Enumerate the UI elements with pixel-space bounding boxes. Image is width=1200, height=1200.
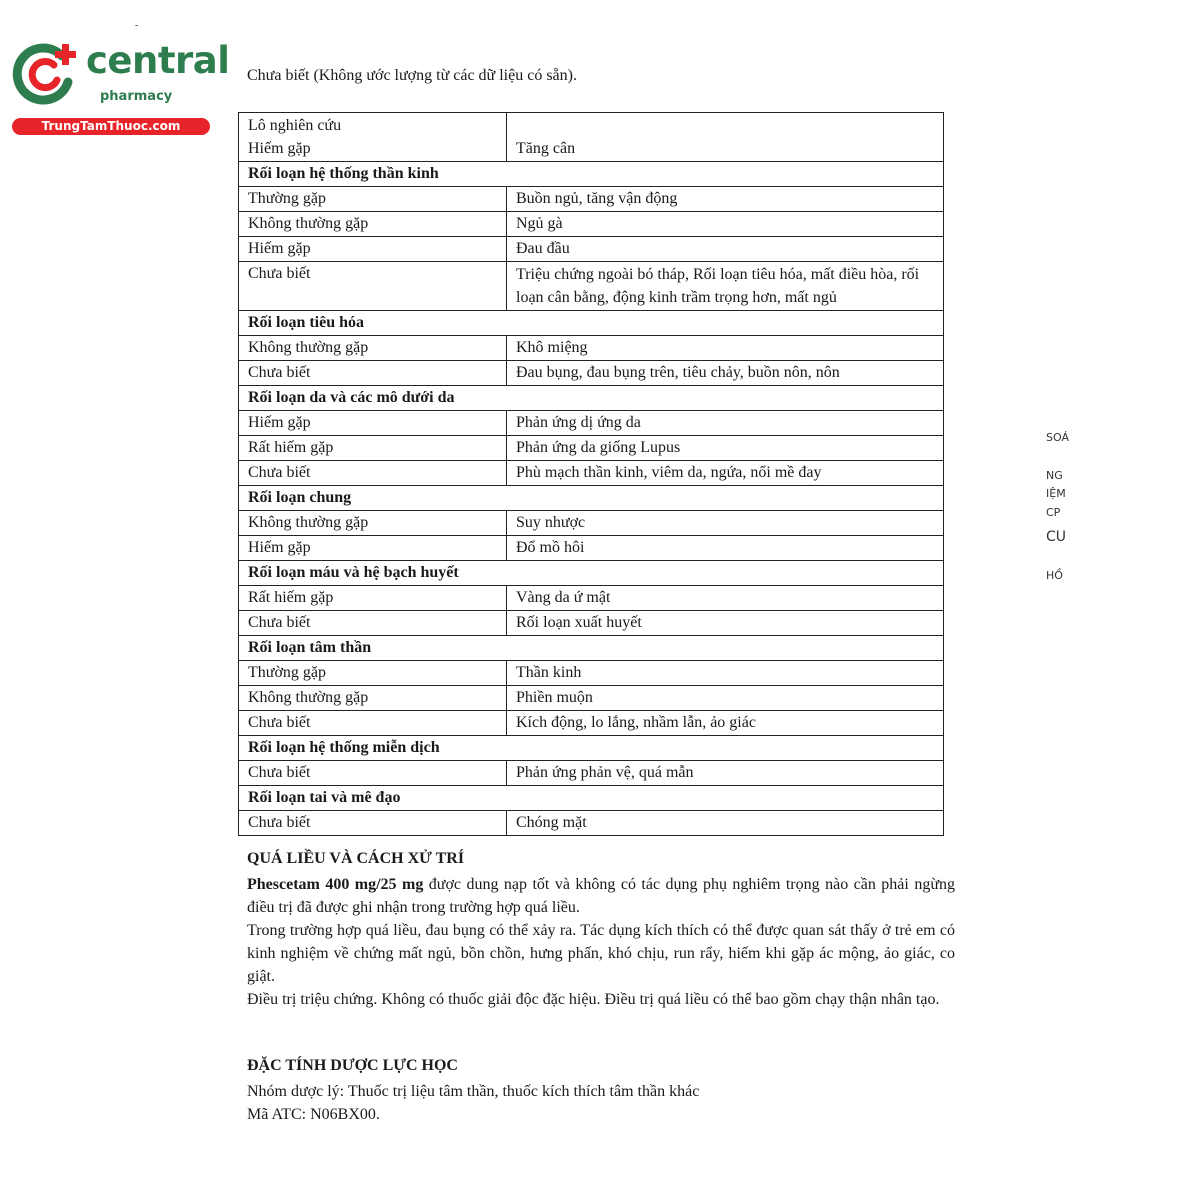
frequency-cell: Hiếm gặp xyxy=(239,237,507,262)
side-fragment: SOÁ xyxy=(1046,431,1069,444)
intro-text: Chưa biết (Không ước lượng từ các dữ liệu có sẵn). xyxy=(247,67,577,84)
section-header-row xyxy=(239,736,944,761)
frequency-cell: Hiếm gặp xyxy=(239,536,507,561)
logo-subtitle: pharmacy xyxy=(100,89,173,104)
section-title: Rối loạn tâm thần xyxy=(239,636,944,661)
table-cell-left xyxy=(239,113,507,162)
overdose-p1-text: được dung nạp tốt và không có tác dụng phụ nghiêm trọng nào cần phải ngừng điều trị đã được ghi nhận trong trường hợp quá liều. xyxy=(247,876,955,916)
effect-cell: Triệu chứng ngoài bó tháp, Rối loạn tiêu hóa, mất điều hòa, rối loạn cân bằng, động kinh trầm trọng hơn, mất ngủ xyxy=(507,262,944,311)
section-title: Rối loạn hệ thống thần kinh xyxy=(239,162,944,187)
side-fragment: CP xyxy=(1046,506,1061,519)
frequency-cell: Chưa biết xyxy=(239,611,507,636)
pharmacodynamics-heading: ĐẶC TÍNH DƯỢC LỰC HỌC xyxy=(247,1057,458,1074)
section-header-row xyxy=(239,311,944,336)
section-title: Rối loạn máu và hệ bạch huyết xyxy=(239,561,944,586)
table-row xyxy=(239,187,944,212)
effect-cell: Kích động, lo lắng, nhầm lẫn, ảo giác xyxy=(507,711,944,736)
section-title: Rối loạn da và các mô dưới da xyxy=(239,386,944,411)
section-header-row xyxy=(239,162,944,187)
section-header-row xyxy=(239,786,944,811)
effect-cell: Đổ mồ hôi xyxy=(507,536,944,561)
frequency-cell: Chưa biết xyxy=(239,262,507,311)
table-row xyxy=(239,361,944,386)
table-row xyxy=(239,436,944,461)
table-row xyxy=(239,711,944,736)
frequency-cell: Hiếm gặp xyxy=(239,411,507,436)
section-title: Rối loạn chung xyxy=(239,486,944,511)
table-row xyxy=(239,461,944,486)
table-row xyxy=(239,611,944,636)
table-row xyxy=(239,536,944,561)
section-header-row xyxy=(239,386,944,411)
frequency-cell: Thường gặp xyxy=(239,187,507,212)
cell-line: Hiếm gặp xyxy=(248,140,311,157)
table-row xyxy=(239,811,944,836)
table-row xyxy=(239,411,944,436)
drug-name: Phescetam 400 mg/25 mg xyxy=(247,876,424,893)
overdose-heading: QUÁ LIỀU VÀ CÁCH XỬ TRÍ xyxy=(247,850,465,867)
frequency-cell: Không thường gặp xyxy=(239,686,507,711)
effect-cell: Ngủ gà xyxy=(507,212,944,237)
cell-line: Lô nghiên cứu xyxy=(248,117,342,134)
effect-cell: Suy nhược xyxy=(507,511,944,536)
frequency-cell: Chưa biết xyxy=(239,461,507,486)
section-title: Rối loạn tai và mê đạo xyxy=(239,786,944,811)
effect-cell: Rối loạn xuất huyết xyxy=(507,611,944,636)
frequency-cell: Rất hiếm gặp xyxy=(239,586,507,611)
section-title: Rối loạn hệ thống miễn dịch xyxy=(239,736,944,761)
section-title: Rối loạn tiêu hóa xyxy=(239,311,944,336)
effect-cell: Phản ứng da giống Lupus xyxy=(507,436,944,461)
brand-logo xyxy=(10,38,230,138)
frequency-cell: Chưa biết xyxy=(239,361,507,386)
effect-cell: Chóng mặt xyxy=(507,811,944,836)
effect-cell: Thần kinh xyxy=(507,661,944,686)
table-row xyxy=(239,336,944,361)
table-row xyxy=(239,511,944,536)
table-body xyxy=(239,113,944,836)
effect-cell: Đau đầu xyxy=(507,237,944,262)
frequency-cell: Không thường gặp xyxy=(239,212,507,237)
side-fragment: NG xyxy=(1046,469,1063,482)
overdose-paragraph-1 xyxy=(247,873,955,919)
frequency-cell: Chưa biết xyxy=(239,761,507,786)
frequency-cell: Chưa biết xyxy=(239,811,507,836)
logo-website: TrungTamThuoc.com xyxy=(12,118,210,135)
overdose-body xyxy=(247,873,955,1011)
frequency-cell: Thường gặp xyxy=(239,661,507,686)
frequency-cell: Rất hiếm gặp xyxy=(239,436,507,461)
scan-artifact: - xyxy=(135,20,139,31)
effect-cell: Phản ứng dị ứng da xyxy=(507,411,944,436)
adverse-effects-table xyxy=(238,112,944,836)
frequency-cell: Không thường gặp xyxy=(239,511,507,536)
effect-cell: Phiền muộn xyxy=(507,686,944,711)
pharma-group-line: Nhóm dược lý: Thuốc trị liệu tâm thần, thuốc kích thích tâm thần khác xyxy=(247,1083,700,1100)
overdose-paragraph-2: Trong trường hợp quá liều, đau bụng có thể xảy ra. Tác dụng kích thích có thể được quan sát thấy ở trẻ em có kinh nghiệm về chứng mất ngủ, bồn chồn, hưng phấn, khó chịu, run rẩy, hiếm khi gặp ác mộng, ảo giác, co giật. xyxy=(247,922,955,985)
central-pharmacy-logo-icon xyxy=(10,38,80,108)
table-row xyxy=(239,686,944,711)
frequency-cell: Không thường gặp xyxy=(239,336,507,361)
frequency-cell: Chưa biết xyxy=(239,711,507,736)
effect-cell: Khô miệng xyxy=(507,336,944,361)
table-row xyxy=(239,237,944,262)
logo-name: central xyxy=(86,39,230,82)
pharmacodynamics-body xyxy=(247,1080,955,1126)
table-cell-right: Tăng cân xyxy=(507,113,944,162)
section-header-row xyxy=(239,636,944,661)
table-row xyxy=(239,212,944,237)
section-header-row xyxy=(239,486,944,511)
effect-cell: Vàng da ứ mật xyxy=(507,586,944,611)
side-fragment: IỆM xyxy=(1046,487,1066,500)
table-row xyxy=(239,661,944,686)
table-row xyxy=(239,113,944,162)
table-row xyxy=(239,761,944,786)
table-row xyxy=(239,586,944,611)
atc-code-line: Mã ATC: N06BX00. xyxy=(247,1106,380,1123)
effect-cell: Phản ứng phản vệ, quá mẫn xyxy=(507,761,944,786)
effect-cell: Buồn ngủ, tăng vận động xyxy=(507,187,944,212)
effect-cell: Đau bụng, đau bụng trên, tiêu chảy, buồn nôn, nôn xyxy=(507,361,944,386)
section-header-row xyxy=(239,561,944,586)
effect-cell: Phù mạch thần kinh, viêm da, ngứa, nổi mề đay xyxy=(507,461,944,486)
table-row xyxy=(239,262,944,311)
side-fragment: CU xyxy=(1046,529,1067,545)
overdose-paragraph-3: Điều trị triệu chứng. Không có thuốc giải độc đặc hiệu. Điều trị quá liều có thể bao gồm chạy thận nhân tạo. xyxy=(247,991,940,1008)
side-fragment: HỒ xyxy=(1046,569,1063,582)
